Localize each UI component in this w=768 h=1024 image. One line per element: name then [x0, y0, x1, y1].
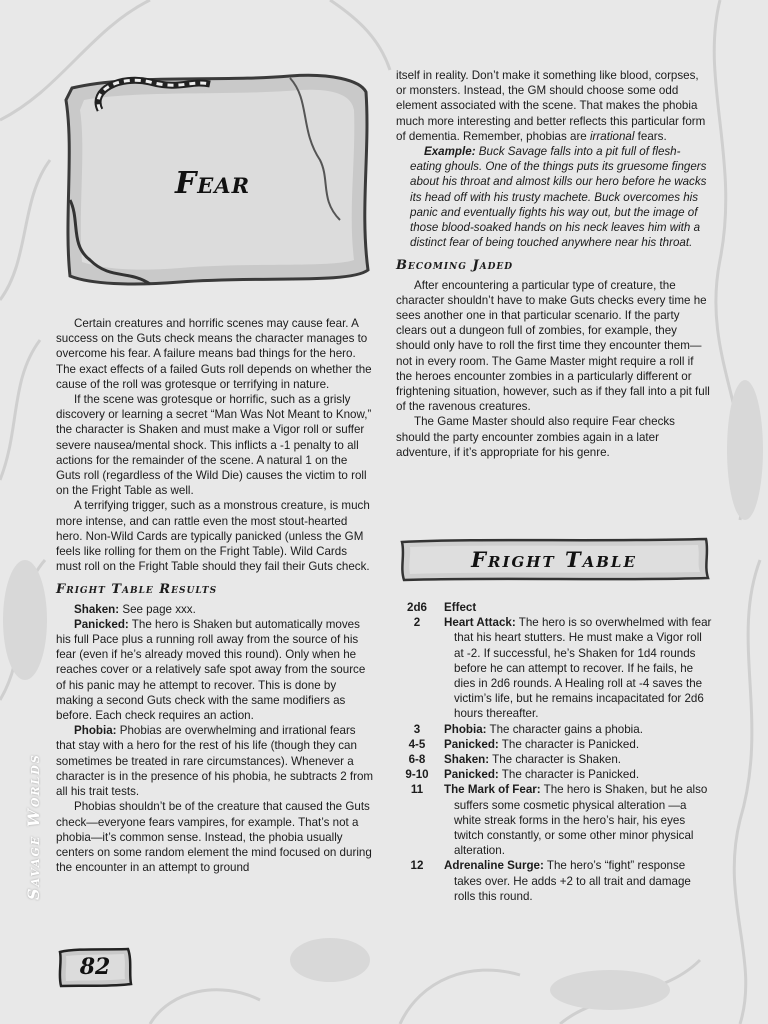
effect-cell: Adrenaline Surge: The hero’s “fight” response takes over. He adds +2 to all trait and damage rolls this round.	[444, 859, 691, 903]
right-column	[396, 68, 712, 460]
table-header-row	[396, 600, 712, 615]
continued-text: itself in reality. Don’t make it something like blood, corpses, or monsters. Instead, the GM should choose some odd element associated with the scene. That makes the phobia much more interesting and better reflects this particular form of dementia. Remember, phobias are	[396, 69, 706, 143]
effect-cell: Phobia: The character gains a phobia.	[444, 722, 643, 736]
roll-cell: 12	[410, 859, 424, 873]
effect-cell: Panicked: The character is Panicked.	[444, 737, 640, 751]
phobia-text: Phobias are overwhelming and irrational fears that stay with a hero for the rest of his life (though they can sometimes be treated in rare circumstances). Whenever a character is in the presence of his phobia, he subtracts 2 from all his trait tests.	[56, 724, 374, 799]
column-header-roll: 2d6	[407, 601, 427, 614]
book-title-side-label: Savage Worlds	[24, 753, 43, 900]
effect-cell: Heart Attack: The hero is so overwhelmed with fear that his heart stutters. He must make a Vigor roll at -2. If successful, he’s Shaken for 1d4 rounds before he can attempt to recover. If he fails, he dies in 2d6 rounds. A Healing roll at -4 saves the victim’s life, but he remains incapacitated for 2d6 hours thereafter.	[444, 616, 712, 721]
table-row	[396, 752, 712, 767]
jaded-paragraph: After encountering a particular type of creature, the character shouldn’t have to make Guts checks every time he sees another one in that particular scenario. If the party clears out a dungeon full of zombies, for example, they should only have to roll the first time they encounter them—not in every room. The Game Master might require a roll if the heroes encounter zombies in a particularly different or frightening situation, however, such as if they fall into a pit full of the ravenous creatures.	[396, 278, 710, 414]
left-column	[56, 316, 374, 875]
table-row	[396, 782, 712, 858]
fright-table-grid	[396, 600, 712, 904]
phobia-entry	[56, 723, 374, 799]
effect-cell: Shaken: The character is Shaken.	[444, 753, 622, 767]
jaded-paragraph: The Game Master should also require Fear checks should the party encounter zombies again in a later adventure, if it’s appropriate for his genre.	[396, 415, 675, 459]
fright-table-results-heading: Fright Table Results	[56, 582, 218, 598]
page-title: Fear	[175, 166, 251, 201]
page-number: 82	[79, 954, 111, 980]
roll-cell: 11	[410, 783, 424, 797]
emphasis-text: irrational	[589, 129, 635, 143]
table-row	[396, 858, 712, 904]
table-row	[396, 615, 712, 721]
example-paragraph	[396, 144, 712, 250]
shaken-label: Shaken:	[74, 602, 120, 616]
roll-cell: 9-10	[405, 768, 429, 782]
phobia-label: Phobia:	[74, 724, 117, 738]
continued-text-end: fears.	[634, 129, 667, 143]
panicked-label: Panicked:	[74, 617, 129, 631]
intro-paragraph: If the scene was grotesque or horrific, such as a grisly discovery or learning a secret “Man Was Not Meant to Know,” the character is Shaken and must make a Vigor roll or suffer severe nausea/mental shock. This inflicts a -1 penalty to all actions for the remainder of the scene. A natural 1 on the Guts roll (regardless of the Wild Die) causes the victim to roll on the Fright Table as well.	[56, 393, 372, 498]
roll-cell: 2	[413, 616, 421, 630]
fright-table	[396, 600, 712, 904]
continued-paragraph	[396, 68, 712, 144]
effect-cell: The Mark of Fear: The hero is Shaken, but he also suffers some cosmetic physical alteration —a white streak forms in the hero’s hair, his eyes twitch constantly, or some other minor physical alteration.	[444, 783, 708, 858]
intro-paragraph: A terrifying trigger, such as a monstrous creature, is much more intense, and can rattle even the most stout-hearted hero. Non-Wild Cards are typically panicked (unless the GM feels like rolling for them on the Fright Table). Wild Cards must roll on the Fright Table should they fail their Guts check.	[56, 499, 370, 574]
table-row	[396, 767, 712, 782]
shaken-text: See page xxx.	[119, 602, 196, 616]
example-text: Buck Savage falls into a pit full of flesh-eating ghouls. One of the things puts its gruesome fingers about his throat and almost kills our hero before he wacks its head off with his trusty machete. Buck overcomes his panic and eventually fights his way out, but the image of those blood-soaked hands on his neck leaves him with a distinct fear of being touched anywhere near his throat.	[410, 145, 707, 250]
roll-cell: 6-8	[408, 753, 426, 767]
becoming-jaded-heading: Becoming Jaded	[396, 258, 514, 274]
column-header-effect: Effect	[444, 601, 477, 614]
table-row	[396, 722, 712, 737]
panicked-entry	[56, 617, 374, 723]
roll-cell: 4-5	[408, 737, 426, 751]
effect-cell: Panicked: The character is Panicked.	[444, 768, 640, 782]
example-label: Example:	[424, 145, 476, 159]
phobia-more-paragraph: Phobias shouldn’t be of the creature that caused the Guts check—everyone fears vampires, for example. That’s not a phobia—it’s common sense. Instead, the phobia usually centers on some random element the mind focused on during the encounter in an attempt to ground	[56, 800, 372, 875]
shaken-entry	[56, 602, 374, 617]
fright-table-title: Fright Table	[471, 546, 637, 572]
intro-paragraph: Certain creatures and horrific scenes may cause fear. A success on the Guts check means the character manages to overcome his fear. A failure means bad things for the hero. The exact effects of a failed Guts roll depends on whether the cause of the roll was grotesque or terrifying in nature.	[56, 317, 372, 391]
roll-cell: 3	[413, 722, 421, 736]
panicked-text: The hero is Shaken but automatically moves his full Pace plus a running roll away from the source of his fear (even if he’s already moved this round). Only when he reaches cover or a relatively safe spot away from the source of his panic may he attempt to recover. This is done by making a second Guts check with the same modifiers as before. Each check requires an action.	[56, 617, 366, 723]
table-row	[396, 737, 712, 752]
